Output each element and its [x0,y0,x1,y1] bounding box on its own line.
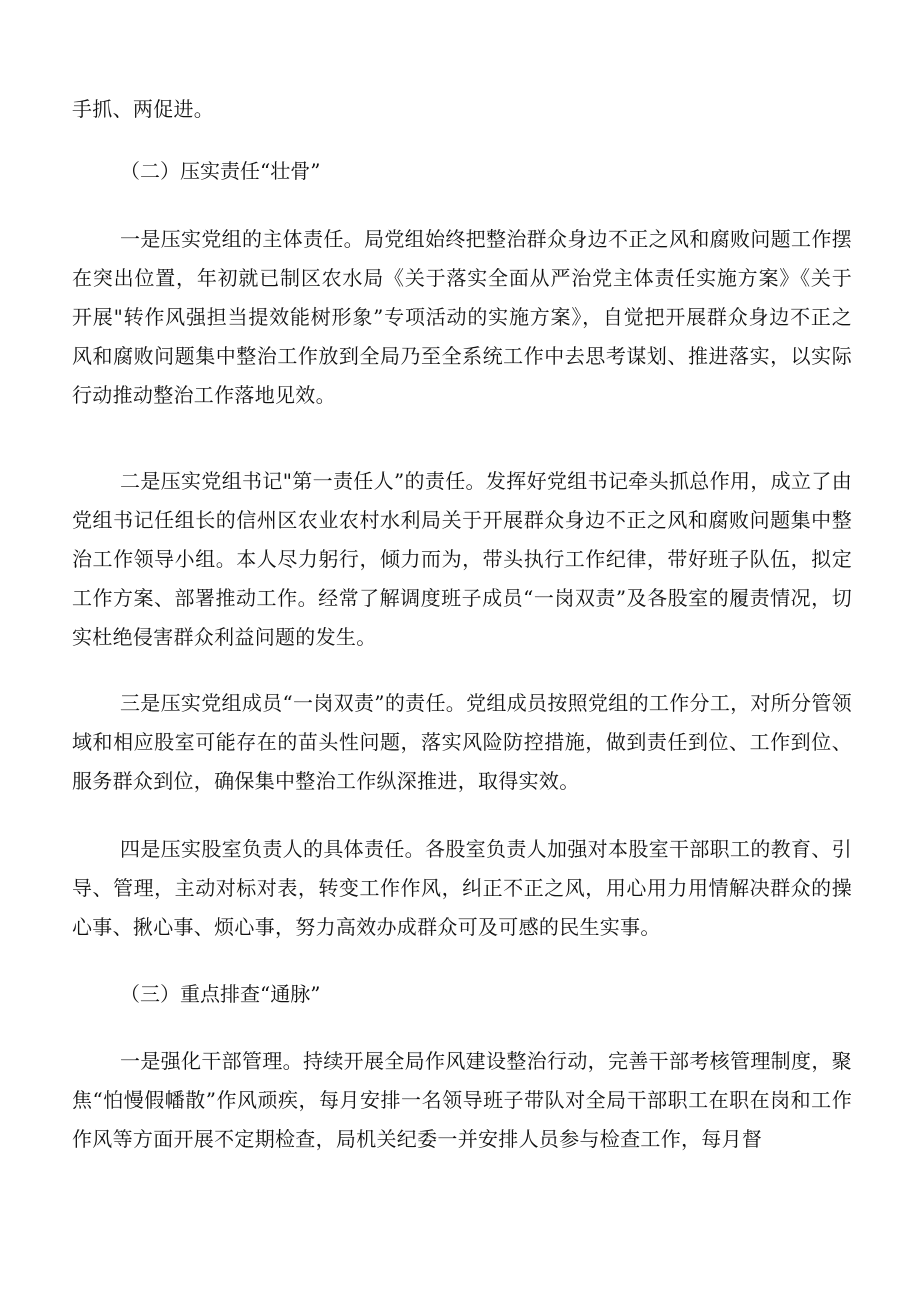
section-heading-3: （三）重点排查“通脉” [120,982,321,1006]
paragraph-continuation: 手抓、两促进。 [72,97,215,121]
section-heading-2: （二）压实责任“壮骨” [120,159,321,183]
paragraph-secretary-responsibility: 二是压实党组书记"第一责任人”的责任。发挥好党组书记牵头抓总作用，成立了由党组书记任组长的信州区农业农村水利局关于开展群众身边不正之风和腐败问题集中整治工作领导小组。本人尽力躬行，倾力而为，带头执行工作纪律，带好班子队伍，拟定工作方案、部署推动工作。经常了解调度班子成员“一岗双责”及各股室的履责情况，切实杜绝侵害群众利益问题的发生。 [72,469,852,649]
paragraph-office-head-responsibility: 四是压实股室负责人的具体责任。各股室负责人加强对本股室干部职工的教育、引导、管理，主动对标对表，转变工作作风，纠正不正之风，用心用力用情解决群众的操心事、揪心事、烦心事，努力高效办成群众可及可感的民生实事。 [72,837,852,939]
paragraph-member-responsibility: 三是压实党组成员“一岗双责”的责任。党组成员按照党组的工作分工，对所分管领域和相应股室可能存在的苗头性问题，落实风险防控措施，做到责任到位、工作到位、服务群众到位，确保集中整治工作纵深推进，取得实效。 [72,691,852,793]
paragraph-cadre-management: 一是强化干部管理。持续开展全局作风建设整治行动，完善干部考核管理制度，聚焦“怕慢假幡散”作风顽疾，每月安排一名领导班子带队对全局干部职工在职在岗和工作作风等方面开展不定期检查，局机关纪委一并安排人员参与检查工作，每月督 [72,1049,852,1151]
paragraph-party-group-responsibility: 一是压实党组的主体责任。局党组始终把整治群众身边不正之风和腐败问题工作摆在突出位置，年初就已制区农水局《关于落实全面从严治党主体责任实施方案》《关于开展"转作风强担当提效能树形象”专项活动的实施方案》，自觉把开展群众身边不正之风和腐败问题集中整治工作放到全局乃至全系统工作中去思考谋划、推进落实，以实际行动推动整治工作落地见效。 [72,227,852,407]
